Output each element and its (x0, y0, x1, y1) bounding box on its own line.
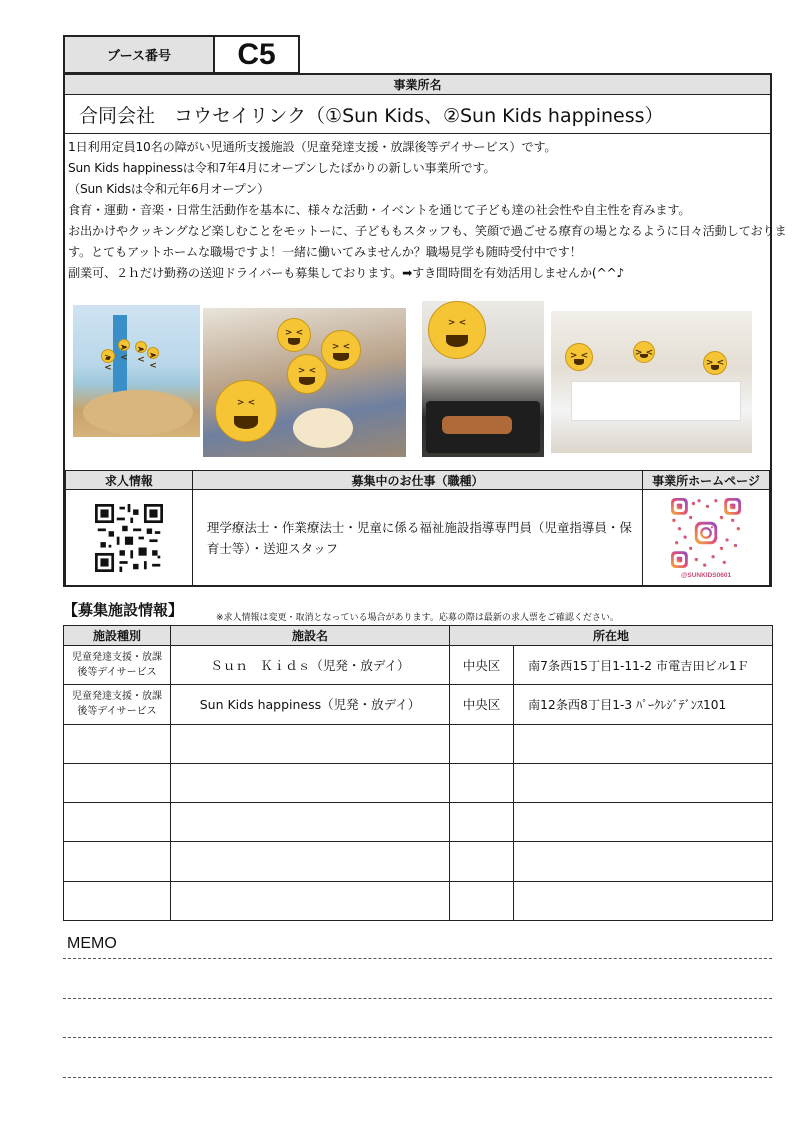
face-sticker (215, 380, 277, 442)
empty-cell (171, 724, 450, 763)
header-job-info: 求人情報 (66, 471, 193, 490)
empty-cell (514, 803, 773, 842)
memo-line (63, 1077, 772, 1078)
facilities-title: 【募集施設情報】 (63, 601, 184, 619)
photo-meal-time (551, 311, 752, 453)
memo-line (63, 1037, 772, 1038)
description-line: 食育・運動・音楽・日常生活動作を基本に、様々な活動・イベントを通じて子ども達の社会性や自主性を育みます。 (68, 203, 691, 217)
empty-cell (450, 763, 514, 802)
table-row-empty (64, 803, 773, 842)
empty-cell (64, 881, 171, 920)
facility-type (64, 646, 171, 685)
facility-address: 南7条西15丁目1-11-2 市電吉田ビル1Ｆ (514, 646, 773, 685)
header-location: 所在地 (450, 626, 773, 646)
face-sticker (287, 354, 327, 394)
face-sticker (147, 347, 159, 359)
empty-cell (64, 803, 171, 842)
face-sticker (118, 339, 130, 351)
facilities-table (63, 625, 773, 921)
table-row (64, 685, 773, 724)
face-sticker (428, 301, 486, 359)
job-types-text: 理学療法士・作業療法士・児童に係る福祉施設指導専門員（児童指導員・保育士等）・送迎スタッフ (192, 490, 642, 586)
memo-label: MEMO (67, 935, 117, 952)
empty-cell (171, 842, 450, 881)
empty-cell (514, 881, 773, 920)
face-sticker (633, 341, 655, 363)
table-row (64, 646, 773, 685)
facility-type-line: 後等デイサービス (77, 706, 157, 718)
description-line: 副業可、２ｈだけ勤務の送迎ドライバーも募集しております。➡すき間時間を有効活用しませんか(^^♪ (68, 266, 625, 280)
photo-cake-party (203, 308, 406, 457)
homepage-qr-cell (643, 490, 770, 586)
header-facility-name: 施設名 (171, 626, 450, 646)
photo-water-play (73, 305, 200, 437)
description-line: お出かけやクッキングなど楽しむことをモットーに、子どももスタッフも、笑顔で過ごせる療育の場となるように日々活動しておりま (68, 224, 787, 238)
empty-cell (64, 842, 171, 881)
facility-type (64, 685, 171, 724)
face-sticker (565, 343, 593, 371)
empty-cell (171, 803, 450, 842)
booth-code: C5 (237, 37, 276, 71)
facility-type-line: 児童発達支援・放課 (72, 691, 162, 703)
memo-line (63, 958, 772, 959)
face-sticker (101, 349, 115, 363)
face-sticker (135, 341, 147, 353)
face-sticker (321, 330, 361, 370)
memo-line (63, 998, 772, 999)
header-facility-type: 施設種別 (64, 626, 171, 646)
empty-cell (450, 803, 514, 842)
facility-name: Ｓｕｎ Ｋｉｄｓ（児発・放デイ） (171, 646, 450, 685)
table-row-empty (64, 763, 773, 802)
office-info-box (63, 73, 787, 587)
facility-type-line: 児童発達支援・放課 (72, 652, 162, 664)
empty-cell (64, 763, 171, 802)
booth-number-label: ブース番号 (65, 37, 215, 72)
face-sticker (277, 318, 311, 352)
instagram-handle: @SUNKIDS0601 (681, 571, 732, 579)
description-line: 1日利用定員10名の障がい児通所支援施設（児童発達支援・放課後等デイサービス）です。 (68, 140, 557, 154)
facility-address: 南12条西8丁目1-3 ﾊﾟｰｸﾚｼﾞﾃﾞﾝｽ101 (514, 685, 773, 724)
description-line: Sun Kids happinessは令和7年4月にオープンしたばかりの新しい事業所です。 (68, 161, 496, 175)
empty-cell (514, 763, 773, 802)
table-row-empty (64, 842, 773, 881)
empty-cell (64, 724, 171, 763)
empty-cell (171, 763, 450, 802)
booth-number-box (63, 35, 300, 74)
facilities-note: ※求人情報は変更・取消となっている場合があります。応募の際は最新の求人票をご確認ください。 (216, 613, 619, 623)
empty-cell (514, 724, 773, 763)
facility-type-line: 後等デイサービス (77, 667, 157, 679)
empty-cell (171, 881, 450, 920)
empty-cell (450, 881, 514, 920)
office-description (65, 134, 787, 284)
table-row-empty (64, 724, 773, 763)
photo-cooking (422, 301, 544, 457)
job-info-qr-cell (66, 490, 193, 586)
description-line: （Sun Kidsは令和元年6月オープン） (68, 182, 270, 196)
empty-cell (450, 842, 514, 881)
instagram-qr[interactable] (670, 498, 742, 578)
instagram-qr-code-icon (670, 498, 742, 568)
photo-gallery (73, 301, 763, 457)
face-sticker (703, 351, 727, 375)
empty-cell (514, 842, 773, 881)
table-row-empty (64, 881, 773, 920)
empty-cell (450, 724, 514, 763)
facility-ward: 中央区 (450, 685, 514, 724)
facility-ward: 中央区 (450, 646, 514, 685)
header-homepage: 事業所ホームページ (643, 471, 770, 490)
header-job-types: 募集中のお仕事（職種） (192, 471, 642, 490)
facility-name: Sun Kids happiness（児発・放デイ） (171, 685, 450, 724)
description-line: す。とてもアットホームな職場ですよ！一緒に働いてみませんか？職場見学も随時受付中です！ (68, 245, 582, 259)
qr-code-icon[interactable] (95, 504, 163, 572)
recruitment-info-table (65, 470, 770, 586)
office-name-header: 事業所名 (65, 75, 770, 95)
company-name: 合同会社 コウセイリンク（①Sun Kids、②Sun Kids happiness） (65, 95, 770, 134)
